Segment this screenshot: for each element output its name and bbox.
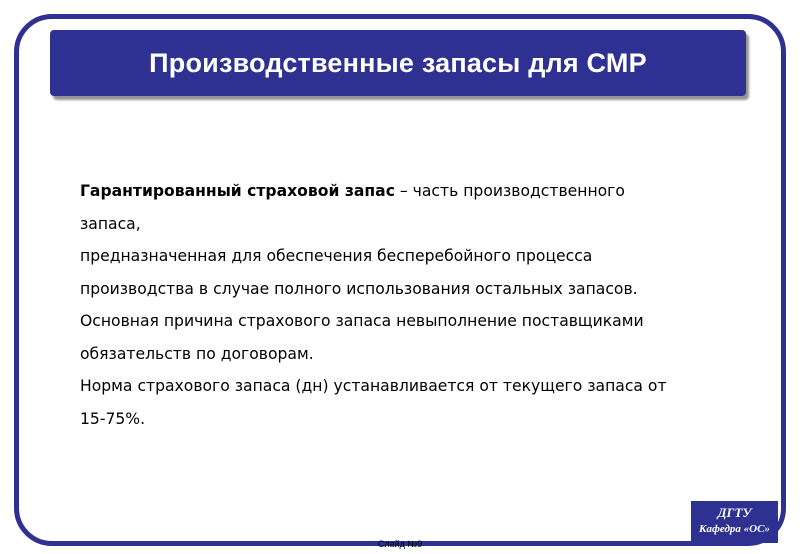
university-logo (691, 501, 778, 543)
body-line-text: – часть производственного (394, 182, 625, 200)
body-line: Норма страхового запаса (дн) устанавливается от текущего запаса от (80, 377, 667, 395)
body-line: предназначенная для обеспечения бесперебойного процесса (80, 247, 593, 265)
slide-number: Слайд №9 (377, 539, 423, 549)
slide-title: Производственные запасы для СМР (149, 47, 647, 78)
body-line: Основная причина страхового запаса невыполнение поставщиками (80, 312, 644, 330)
logo-university-name: ДГТУ (717, 505, 752, 520)
body-line (80, 175, 760, 208)
body-line: производства в случае полного использования остальных запасов. (80, 279, 638, 298)
title-banner (50, 30, 746, 96)
term-bold: Гарантированный страховой запас (80, 182, 395, 200)
body-line: 15-75%. (80, 409, 146, 428)
body-line: запаса, (80, 214, 141, 233)
body-line: обязательств по договорам. (80, 344, 314, 363)
logo-department-name: Кафедра «ОС» (699, 523, 770, 535)
slide-body (80, 175, 760, 435)
